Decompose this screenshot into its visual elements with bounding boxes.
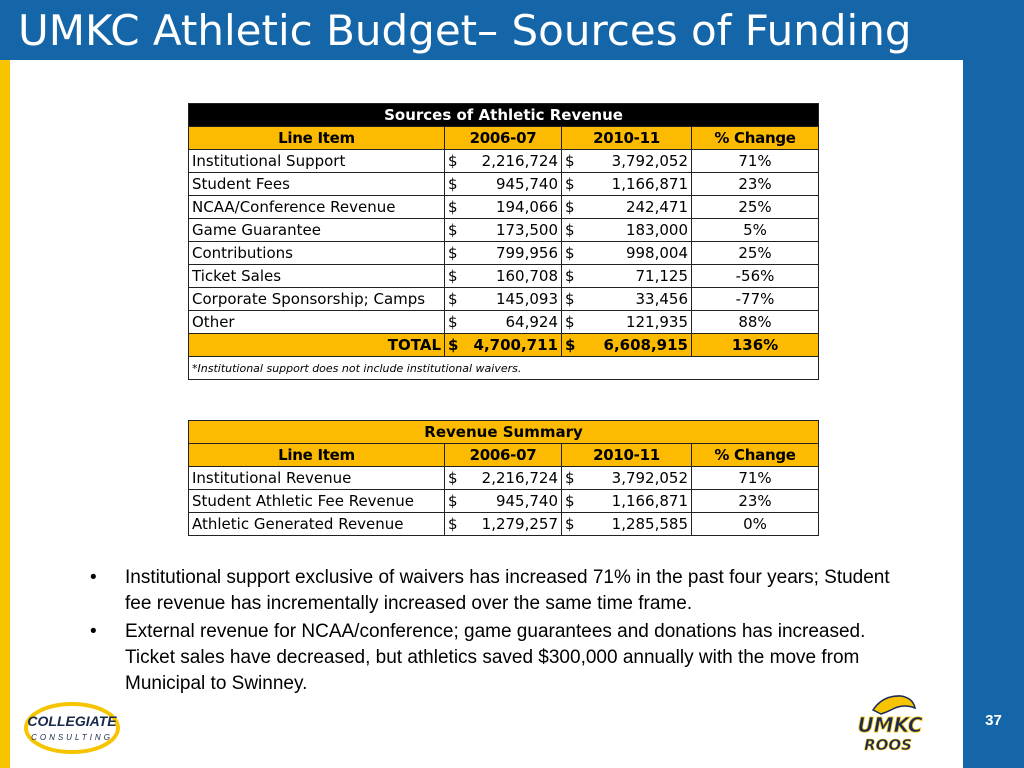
- currency-symbol: $: [448, 336, 459, 354]
- amount: 33,456: [635, 290, 688, 308]
- left-accent-bar-top: [0, 0, 10, 60]
- amount: 799,956: [495, 244, 558, 262]
- line-item: Institutional Support: [189, 150, 445, 173]
- value-2006-07: [445, 150, 562, 173]
- amount: 1,279,257: [481, 515, 558, 533]
- currency-symbol: $: [448, 515, 458, 533]
- value-2006-07: [445, 219, 562, 242]
- currency-symbol: $: [565, 267, 575, 285]
- amount: 945,740: [495, 492, 558, 510]
- column-header: 2006-07: [445, 127, 562, 150]
- value-2006-07: [445, 467, 562, 490]
- currency-symbol: $: [448, 175, 458, 193]
- table-row: [189, 265, 819, 288]
- currency-symbol: $: [565, 313, 575, 331]
- summary-table: [188, 420, 819, 536]
- value-2006-07: [445, 513, 562, 536]
- bullet-list: [90, 565, 910, 699]
- line-item: NCAA/Conference Revenue: [189, 196, 445, 219]
- table-row: [189, 173, 819, 196]
- percent-change: 88%: [692, 311, 819, 334]
- column-header: % Change: [692, 444, 819, 467]
- umkc-roos-logo: [843, 690, 938, 756]
- bullet-item: • Institutional support exclusive of waivers has increased 71% in the past four years; Student fee revenue has incrementally increased over the same time frame.: [90, 567, 890, 614]
- column-header: Line Item: [189, 127, 445, 150]
- currency-symbol: $: [565, 515, 575, 533]
- column-header: 2010-11: [562, 127, 692, 150]
- currency-symbol: $: [448, 221, 458, 239]
- bullet-dot: •: [90, 567, 97, 588]
- currency-symbol: $: [565, 221, 575, 239]
- svg-text:COLLEGIATE: COLLEGIATE: [27, 713, 117, 729]
- line-item: Ticket Sales: [189, 265, 445, 288]
- value-2010-11: [562, 311, 692, 334]
- percent-change: 25%: [692, 196, 819, 219]
- line-item: Institutional Revenue: [189, 467, 445, 490]
- percent-change: 0%: [692, 513, 819, 536]
- amount: 1,285,585: [611, 515, 688, 533]
- amount: 1,166,871: [611, 492, 688, 510]
- value-2010-11: [562, 242, 692, 265]
- column-header: 2010-11: [562, 444, 692, 467]
- line-item: Corporate Sponsorship; Camps: [189, 288, 445, 311]
- currency-symbol: $: [448, 469, 458, 487]
- percent-change: -56%: [692, 265, 819, 288]
- slide-title: UMKC Athletic Budget– Sources of Funding: [18, 6, 912, 55]
- amount: 64,924: [505, 313, 558, 331]
- percent-change: 71%: [692, 150, 819, 173]
- currency-symbol: $: [448, 152, 458, 170]
- amount: 1,166,871: [611, 175, 688, 193]
- table-row: [189, 288, 819, 311]
- revenue-table: [188, 103, 819, 380]
- line-item: Contributions: [189, 242, 445, 265]
- currency-symbol: $: [565, 244, 575, 262]
- column-header: % Change: [692, 127, 819, 150]
- value-2010-11: [562, 219, 692, 242]
- currency-symbol: $: [565, 492, 575, 510]
- amount: 173,500: [495, 221, 558, 239]
- value-2006-07: [445, 288, 562, 311]
- value-2006-07: [445, 242, 562, 265]
- currency-symbol: $: [448, 244, 458, 262]
- table-row: [189, 150, 819, 173]
- currency-symbol: $: [565, 175, 575, 193]
- collegiate-consulting-logo: [22, 700, 122, 756]
- amount: 2,216,724: [481, 152, 558, 170]
- currency-symbol: $: [448, 313, 458, 331]
- total-label: TOTAL: [189, 334, 445, 357]
- currency-symbol: $: [448, 290, 458, 308]
- table-row: [189, 242, 819, 265]
- value-2010-11: [562, 173, 692, 196]
- line-item: Student Fees: [189, 173, 445, 196]
- currency-symbol: $: [565, 198, 575, 216]
- value-2006-07: [445, 490, 562, 513]
- amount: 145,093: [495, 290, 558, 308]
- value-2010-11: [562, 150, 692, 173]
- value-2010-11: [562, 490, 692, 513]
- bullet-item: • External revenue for NCAA/conference; game guarantees and donations has increased. Ticket sales have decreased, but athletics saved $300,000 annually with the move from Municipal to Swinney.: [90, 621, 866, 694]
- amount: 71,125: [635, 267, 688, 285]
- amount: 242,471: [625, 198, 688, 216]
- total-2010-11: [562, 334, 692, 357]
- currency-symbol: $: [448, 267, 458, 285]
- value-2010-11: [562, 467, 692, 490]
- right-accent-bar: [963, 60, 1024, 768]
- amount: 4,700,711: [473, 336, 558, 354]
- percent-change: 71%: [692, 467, 819, 490]
- currency-symbol: $: [565, 469, 575, 487]
- bullet-dot: •: [90, 621, 97, 642]
- percent-change: 25%: [692, 242, 819, 265]
- percent-change: 23%: [692, 490, 819, 513]
- total-row: [189, 334, 819, 357]
- value-2010-11: [562, 265, 692, 288]
- line-item: Other: [189, 311, 445, 334]
- table-row: [189, 196, 819, 219]
- amount: 160,708: [495, 267, 558, 285]
- table-row: [189, 467, 819, 490]
- table-title: Revenue Summary: [189, 421, 819, 444]
- currency-symbol: $: [565, 152, 575, 170]
- value-2006-07: [445, 311, 562, 334]
- line-item: Athletic Generated Revenue: [189, 513, 445, 536]
- column-header: 2006-07: [445, 444, 562, 467]
- svg-text:ROOS: ROOS: [864, 736, 912, 754]
- currency-symbol: $: [448, 198, 458, 216]
- page-number: 37: [985, 712, 1002, 729]
- currency-symbol: $: [565, 336, 576, 354]
- value-2010-11: [562, 513, 692, 536]
- value-2006-07: [445, 196, 562, 219]
- svg-text:CONSULTING: CONSULTING: [31, 733, 113, 742]
- value-2006-07: [445, 173, 562, 196]
- value-2010-11: [562, 288, 692, 311]
- amount: 194,066: [495, 198, 558, 216]
- left-accent-bar: [0, 0, 10, 768]
- amount: 2,216,724: [481, 469, 558, 487]
- percent-change: 5%: [692, 219, 819, 242]
- amount: 945,740: [495, 175, 558, 193]
- value-2010-11: [562, 196, 692, 219]
- table-row: [189, 513, 819, 536]
- table-row: [189, 490, 819, 513]
- amount: 6,608,915: [603, 336, 688, 354]
- table-row: [189, 219, 819, 242]
- svg-text:UMKC: UMKC: [857, 713, 923, 737]
- percent-change: 23%: [692, 173, 819, 196]
- column-header: Line Item: [189, 444, 445, 467]
- line-item: Student Athletic Fee Revenue: [189, 490, 445, 513]
- table-footnote: *Institutional support does not include institutional waivers.: [189, 357, 819, 380]
- amount: 998,004: [625, 244, 688, 262]
- amount: 3,792,052: [611, 469, 688, 487]
- amount: 3,792,052: [611, 152, 688, 170]
- amount: 183,000: [625, 221, 688, 239]
- amount: 121,935: [625, 313, 688, 331]
- table-title: Sources of Athletic Revenue: [189, 104, 819, 127]
- total-2006-07: [445, 334, 562, 357]
- percent-change: -77%: [692, 288, 819, 311]
- currency-symbol: $: [565, 290, 575, 308]
- value-2006-07: [445, 265, 562, 288]
- currency-symbol: $: [448, 492, 458, 510]
- table-row: [189, 311, 819, 334]
- total-percent-change: 136%: [692, 334, 819, 357]
- line-item: Game Guarantee: [189, 219, 445, 242]
